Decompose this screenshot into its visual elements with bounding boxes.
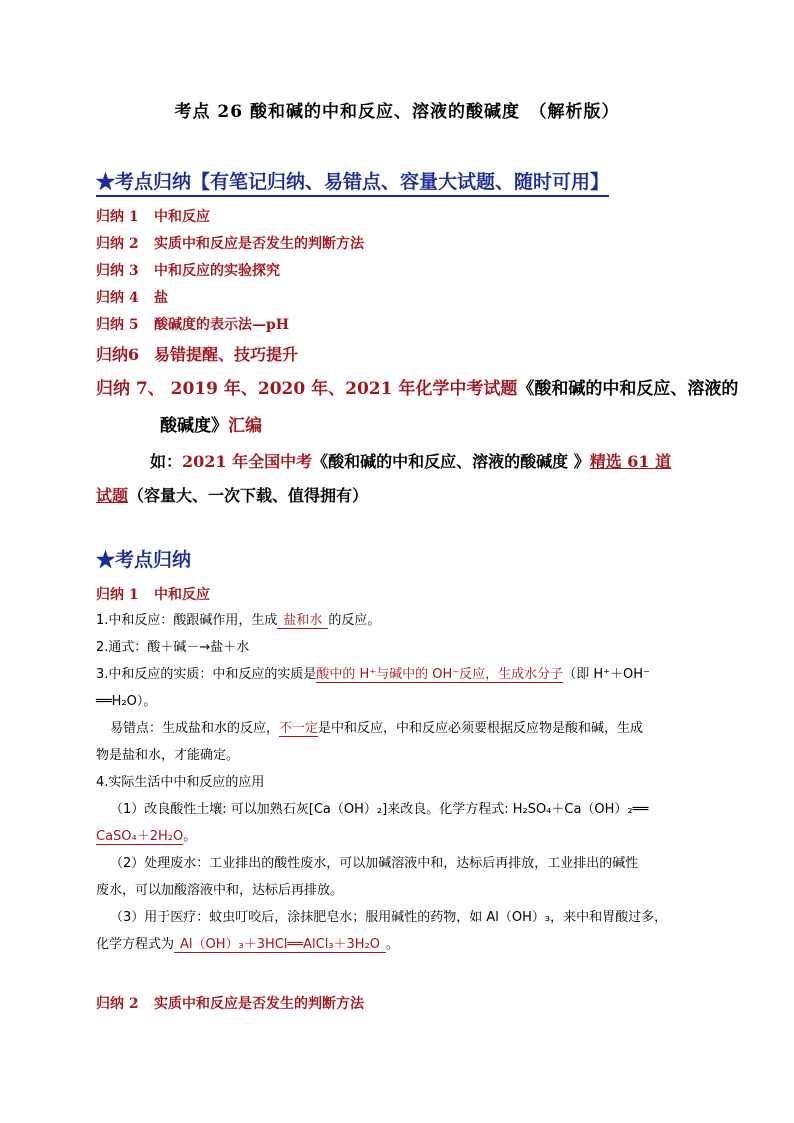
text: 。: [386, 937, 400, 952]
application-2: （2）处理废水：工业排出的酸性废水，可以加碱溶液中和，达标后再排放，工业排出的碱性: [110, 856, 639, 871]
paragraph-2: 2.通式：酸＋碱－→盐＋水: [96, 640, 250, 655]
promo-lead: 如：: [150, 452, 183, 471]
toc-item-5: [96, 314, 289, 334]
toc-item-text: 实质中和反应是否发生的判断方法: [154, 236, 364, 252]
section-heading: ★考点归纳: [96, 549, 192, 571]
toc-item-text: 酸碱度的表示法—pH: [154, 317, 290, 333]
promo-year: 2021 年全国中考: [182, 452, 313, 471]
toc-item-number: 归纳 5: [96, 317, 139, 333]
text: 化学方程式为: [96, 937, 175, 952]
paragraph-3: [96, 661, 700, 688]
heading-text: 中和反应: [154, 587, 210, 603]
toc-item-number: 归纳 3: [96, 263, 139, 279]
section-body: [96, 607, 700, 958]
subsection-heading-2: [96, 993, 364, 1013]
toc-item-7-book-end: 酸碱度》: [160, 416, 228, 436]
toc-item-number: 归纳 1: [96, 209, 139, 225]
toc-item-7-line2: [160, 411, 262, 436]
text: 易错点：生成盐和水的反应，: [110, 721, 280, 736]
tip-paragraph: [96, 715, 700, 742]
page-title: 考点 26 酸和碱的中和反应、溶液的酸碱度 （解析版）: [174, 102, 620, 122]
toc-item-4: [96, 287, 168, 307]
application-3-cont: [96, 931, 700, 958]
summary-banner: ★考点归纳【有笔记归纳、易错点、容量大试题、随时可用】: [96, 167, 609, 197]
promo-link[interactable]: 精选 61 道: [589, 452, 672, 471]
text: 1.中和反应：酸跟碱作用，生成: [96, 613, 278, 628]
tip-paragraph-cont: 物是盐和水，才能确定。: [96, 748, 240, 763]
answer-blank: 酸中的 H⁺与碱中的 OH⁻反应，生成水分子: [316, 667, 564, 682]
paragraph-3-cont: ══H₂O）。: [96, 694, 157, 709]
toc-item-1: [96, 206, 210, 226]
application-1: [96, 796, 700, 823]
text: 3.中和反应的实质：中和反应的实质是: [96, 667, 317, 682]
answer-blank: CaSO₄＋2H₂O: [96, 829, 184, 844]
paragraph-1: [96, 607, 700, 634]
toc-item-text: 易错提醒、技巧提升: [154, 345, 299, 364]
application-3: （3）用于医疗：蚊虫叮咬后，涂抹肥皂水；服用碱性的药物，如 Al（OH）₃，来中和胃酸过多，: [110, 910, 668, 925]
subsection-heading-1: [96, 584, 210, 604]
toc-item-7-prefix: 归纳 7、 2019 年、2020 年、2021 年化学中考试题: [96, 379, 518, 399]
text: 的反应。: [328, 613, 381, 628]
heading-text: 实质中和反应是否发生的判断方法: [154, 996, 364, 1012]
toc-item-3: [96, 260, 280, 280]
paragraph-4: 4.实际生活中中和反应的应用: [96, 775, 265, 790]
toc-item-text: 中和反应的实验探究: [154, 263, 280, 279]
toc-item-number: 归纳 2: [96, 236, 139, 252]
promo-note: （容量大、一次下载、值得拥有）: [128, 486, 369, 505]
answer-blank: Al（OH）₃＋3HCl══AlCl₃＋3H₂O: [174, 937, 386, 953]
toc-item-7-book: 《酸和碱的中和反应、溶液的: [517, 379, 739, 399]
heading-number: 归纳 2: [96, 996, 139, 1012]
toc-item-number: 归纳 4: [96, 290, 139, 306]
toc-item-number: 归纳6: [96, 345, 140, 364]
toc-item-text: 中和反应: [154, 209, 210, 225]
text: （即 H⁺＋OH⁻: [563, 667, 650, 682]
application-1-cont: [96, 823, 700, 850]
answer-blank: 不一定: [279, 721, 319, 736]
text: 。: [183, 829, 197, 844]
toc-item-6: [96, 342, 298, 365]
promo-book: 《酸和碱的中和反应、溶液的酸碱度 》: [312, 452, 590, 471]
answer-blank: 盐和水: [277, 613, 328, 629]
application-2-cont: 废水，可以加酸溶液中和，达标后再排放。: [96, 883, 344, 898]
text: （1）改良酸性土壤: 可以加熟石灰[Ca（OH）₂]来改良。化学方程式: H₂SO₄＋Ca（OH）₂══: [110, 802, 649, 817]
heading-number: 归纳 1: [96, 587, 139, 603]
promo-line: [150, 449, 671, 472]
toc-item-7-tail: 汇编: [228, 416, 262, 436]
toc-item-2: [96, 233, 364, 253]
promo-link-2[interactable]: 试题: [96, 486, 129, 505]
promo-line-2: [96, 483, 368, 506]
toc-item-7: [96, 374, 738, 399]
toc-item-text: 盐: [154, 290, 168, 306]
text: 是中和反应，中和反应必须要根据反应物是酸和碱，生成: [318, 721, 644, 736]
